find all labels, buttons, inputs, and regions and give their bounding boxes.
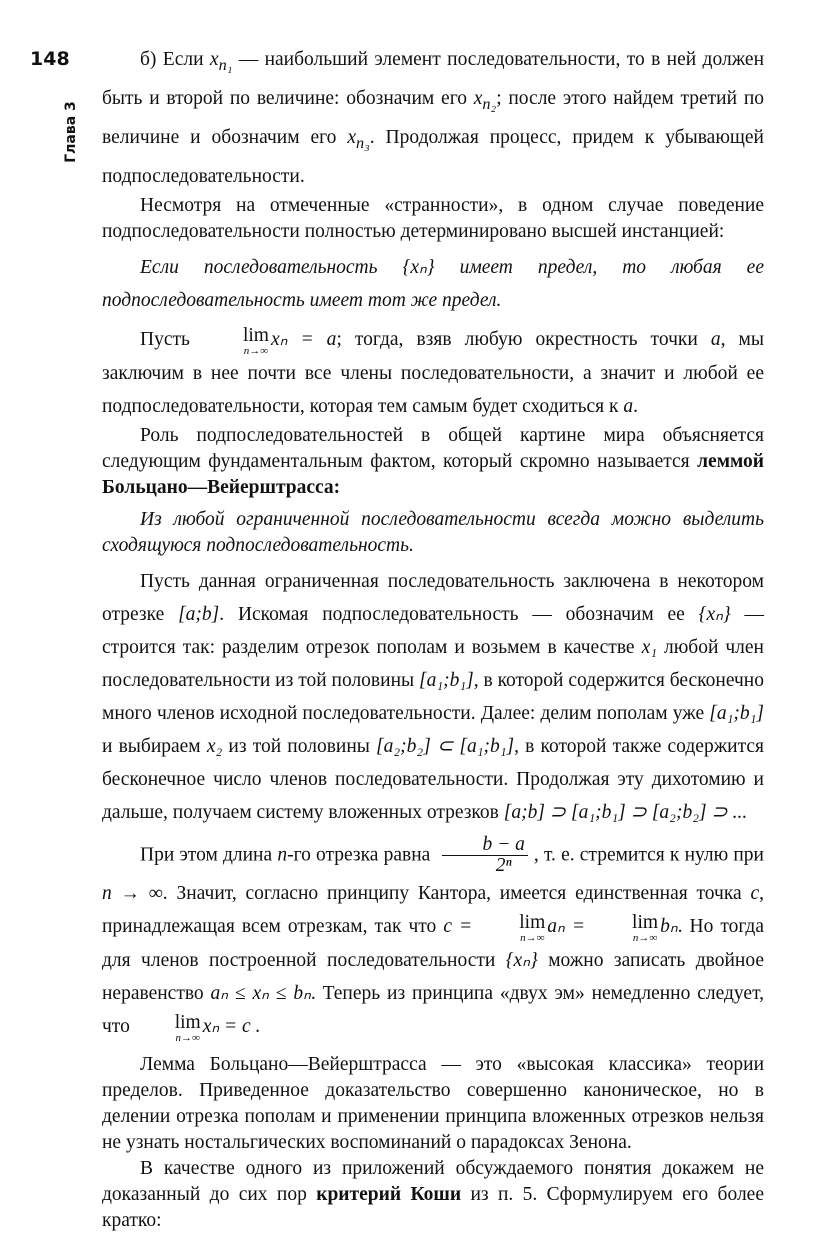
- math-inequality: aₙ ≤ xₙ ≤ bₙ: [210, 982, 311, 1004]
- math-a1b1: [a₁;b₁]: [419, 669, 474, 691]
- p7-text-c: — строится так: разделим отрезок пополам и возьмем в качестве: [102, 603, 765, 658]
- p7-text-a: Пусть данная ограниченная последовательность заключена в некотором отрезке: [102, 570, 764, 625]
- p10-text-a: В качестве одного из приложений обсуждаемого понятия докажем не доказанный до сих пор: [102, 1157, 764, 1205]
- p4-text-b: ; тогда, взяв любую окрестность точки: [336, 328, 698, 350]
- math-nested-segments: [a;b] ⊃ [a₁;b₁] ⊃ [a₂;b₂] ⊃ ...: [503, 801, 748, 823]
- p7-text-d: любой член последовательности из той половины: [102, 636, 764, 691]
- p8-text-c: , т. е. стремится к нулю при: [533, 844, 764, 866]
- p7-text-b: . Искомая подпоследовательность — обозначим ее: [219, 603, 685, 625]
- p8-text-b: -го отрезка равна: [287, 844, 431, 866]
- math-bn: bₙ: [660, 915, 678, 937]
- page-body: [102, 43, 764, 1234]
- math-fraction: $\frac{b - a}{\text{2ⁿ}}$: [442, 835, 528, 877]
- math-lim-an: lim n→∞: [519, 912, 546, 944]
- paragraph-2: Несмотря на отмеченные «странности», в одном случае поведение подпоследовательности полностью детерминировано высшей инстанцией:: [102, 194, 764, 242]
- p3-text-b: имеет предел, то любая ее подпоследовательность имеет тот же предел.: [102, 256, 764, 311]
- math-a1b1-2: [a₁;b₁]: [709, 702, 764, 724]
- math-ab: [a;b]: [178, 603, 220, 625]
- p4-text-a: Пусть: [140, 328, 190, 350]
- p8-text-h: . Теперь из принципа «двух эм» немедленно следует, что: [102, 982, 764, 1037]
- p1-text-b: — наибольший элемент последовательности, то в ней должен быть и второй по величине: обозначим его: [102, 49, 765, 109]
- math-x2: x₂: [206, 735, 223, 757]
- math-x-n3: $x_{n_3}$: [347, 126, 370, 152]
- paragraph-5: [102, 423, 764, 501]
- math-an: aₙ =: [547, 915, 585, 937]
- math-x-n1: $x_{n_1}$: [209, 49, 233, 74]
- theorem-subsequence-limit: [102, 251, 764, 317]
- math-x-n2: $x_{n_2}$: [473, 87, 497, 113]
- math-lim-bn: lim n→∞: [632, 912, 659, 944]
- p8-text-a: При этом длина: [140, 844, 273, 866]
- math-lim-expr: xₙ = a: [270, 328, 337, 350]
- p1-text-d: . Продолжая процесс, придем к убывающей подпоследовательности.: [102, 126, 764, 187]
- paragraph-9: Лемма Больцано—Вейерштрасса — это «высокая классика» теории пределов. Приведенное доказательство совершенно каноническое, но в делении отрезка пополам и применении принципа вложенных отрезков нельзя не узнать ностальгических воспоминаний о парадоксах Зенона.: [102, 1053, 764, 1153]
- math-x1: x₁: [641, 636, 657, 658]
- p1-text-a: б) Если: [140, 49, 204, 70]
- math-lim-c-expr: xₙ = c .: [202, 1015, 261, 1037]
- math-seq-2: {xₙ}: [698, 603, 731, 625]
- paragraph-10: [102, 1156, 764, 1234]
- cauchy-criterion: критерий Коши: [316, 1183, 462, 1205]
- p8-text-f: . Но тогда для членов построенной последовательности: [102, 915, 765, 971]
- paragraph-1: [102, 43, 764, 193]
- page-number: 148: [30, 48, 70, 70]
- p7-text-g: из той половины: [228, 735, 370, 757]
- p4-text-c: , мы заключим в нее почти все члены последовательности, а значит и любой ее подпоследовательности, которая тем самым будет сходиться к: [102, 328, 764, 417]
- p7-text-h: , в которой также содержится бесконечное число членов последовательности. Продолжая эту дихотомию и дальше, получаем систему вложенных отрезков: [102, 735, 764, 823]
- p8-text-e: , принадлежащая всем отрезкам, так что: [102, 882, 764, 937]
- p5-text-a: Роль подпоследовательностей в общей картине мира объясняется следующим фундаментальным фактом, который скромно называется: [102, 424, 764, 472]
- math-lim: lim n→∞: [242, 325, 269, 357]
- chapter-label: [58, 102, 84, 162]
- math-seq-3: {xₙ}: [505, 949, 538, 971]
- chapter-label-text: Глава 3: [63, 101, 79, 163]
- paragraph-4: [102, 323, 764, 423]
- math-point-c: c: [750, 882, 760, 904]
- math-c-eq: c =: [443, 915, 473, 937]
- math-point-a-2: a: [623, 395, 634, 417]
- p8-text-g: можно записать двойное неравенство: [102, 949, 764, 1004]
- lemma-statement: Из любой ограниченной последовательности всегда можно выделить сходящуюся подпоследовательность.: [102, 508, 764, 556]
- p10-text-c: из п. 5. Сформулируем его более кратко:: [102, 1183, 764, 1231]
- p4-text-d: .: [633, 395, 638, 417]
- math-n: n: [277, 844, 288, 866]
- paragraph-7: [102, 565, 764, 829]
- p8-text-d: . Значит, согласно принципу Кантора, имеется единственная точка: [162, 882, 742, 904]
- paragraph-8: [102, 835, 764, 1044]
- math-lim-c: lim n→∞: [174, 1012, 201, 1044]
- p7-text-f: и выбираем: [102, 735, 201, 757]
- lemma-name: леммой Больцано—Вейерштрасса:: [102, 450, 764, 498]
- math-a2b2-subset: [a₂;b₂] ⊂ [a₁;b₁]: [376, 735, 515, 757]
- p7-text-e: , в которой содержится бесконечно много членов исходной последовательности. Далее: делим пополам уже: [102, 669, 764, 724]
- math-seq: {xₙ}: [402, 256, 435, 278]
- math-n-to-inf: n → ∞: [102, 882, 163, 904]
- p3-text-a: Если последовательность: [140, 256, 378, 278]
- p1-text-c: ; после этого найдем третий по величине и обозначим его: [102, 87, 765, 148]
- math-point-a: a: [710, 328, 721, 350]
